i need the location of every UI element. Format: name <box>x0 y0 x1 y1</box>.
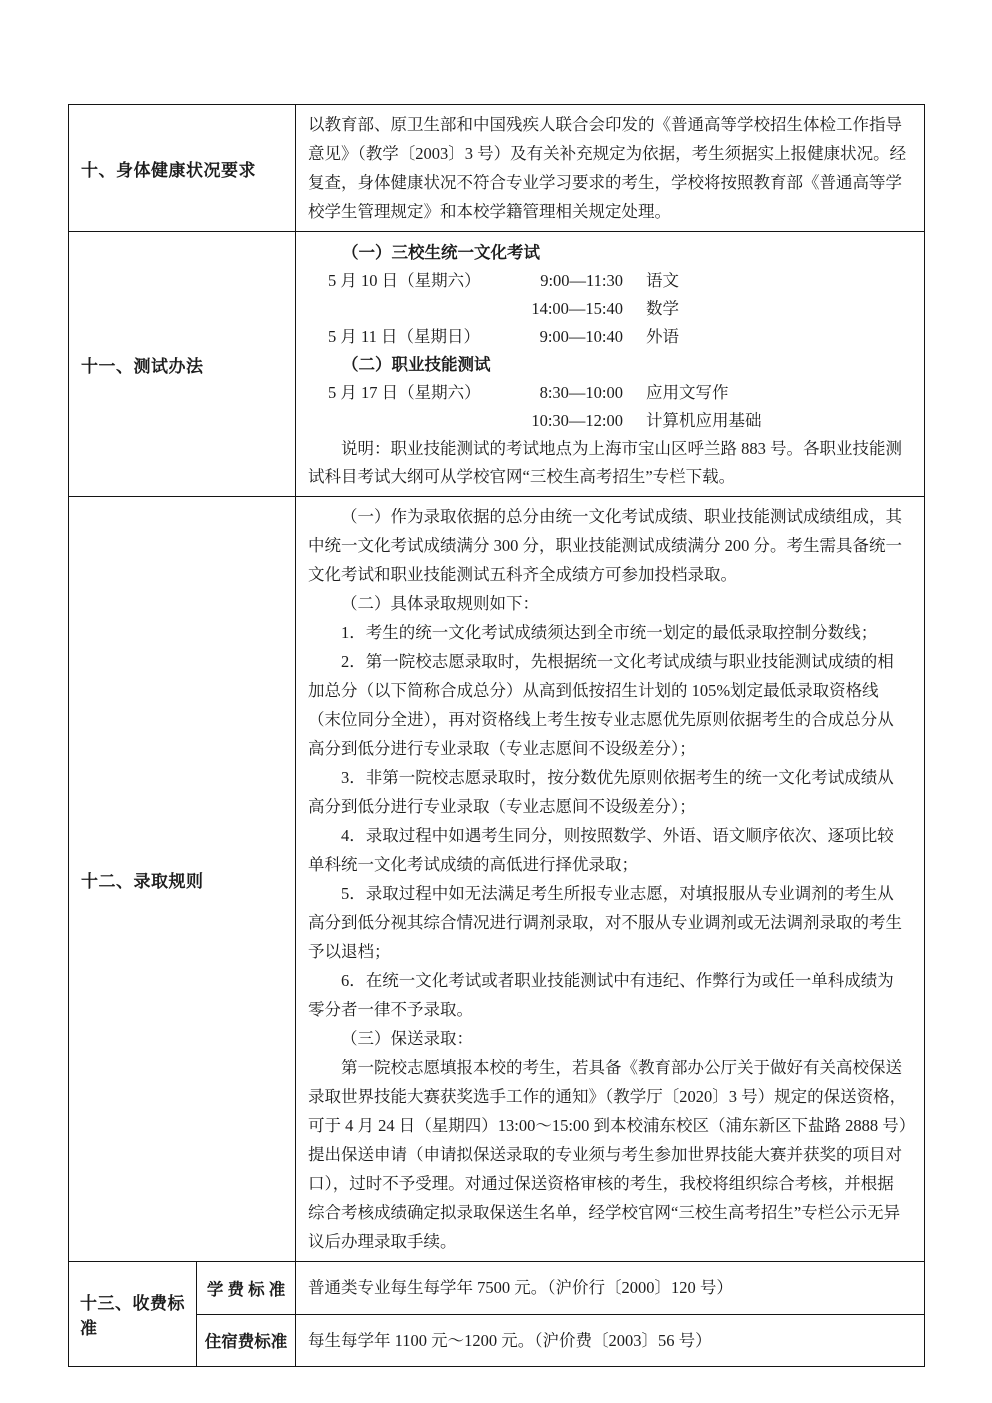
row-label-cell-test <box>69 232 296 496</box>
row-content-test <box>296 232 924 496</box>
table-row-test-methods <box>69 231 924 496</box>
fee-content-tuition <box>296 1262 924 1314</box>
table-row-health-requirements <box>69 105 924 231</box>
fee-row-accommodation <box>197 1314 924 1367</box>
health-requirements-text: 以教育部、原卫生部和中国残疾人联合会印发的《普通高等学校招生体检工作指导意见》（教学〔2003〕3 号）及有关补充规定为依据，考生须据实上报健康状况。经复查，身体健康状况不符合专业学习要求的考生，学校将按照教育部《普通高等学校学生管理规定》和本校学籍管理相关规定处理。 <box>308 115 907 221</box>
exam-date <box>328 295 515 323</box>
fee-row-tuition <box>197 1262 924 1314</box>
table-row-fee-standards <box>69 1261 924 1366</box>
test-location-note: 说明：职业技能测试的考试地点为上海市宝山区呼兰路 883 号。各职业技能测试科目考试大纲可从学校官网“三校生高考招生”专栏下载。 <box>308 439 902 486</box>
admission-paragraph: 6．在统一文化考试或者职业技能测试中有违纪、作弊行为或任一单科成绩为零分者一律不予录取。 <box>308 971 894 1019</box>
admission-paragraph: （二）具体录取规则如下： <box>341 594 539 613</box>
tuition-fee-text: 普通类专业每生每学年 7500 元。（沪价行〔2000〕120 号） <box>308 1278 733 1298</box>
exam-date: 5 月 11 日（星期日） <box>328 327 481 346</box>
exam-schedule-line <box>308 267 910 295</box>
row-label-cell-health <box>69 105 296 231</box>
row-label-test: 十一、测试办法 <box>81 356 204 376</box>
fees-subtable <box>197 1262 924 1366</box>
admission-paragraph: 2．第一院校志愿录取时，先根据统一文化考试成绩与职业技能测试成绩的相加总分（以下简称合成总分）从高到低按招生计划的 105%划定最低录取资格线（末位同分全进），再对资格线上考生按专业志愿优先原则依据考生的合成总分从高分到低分进行专业录取（专业志愿间不设级差分）； <box>308 652 894 758</box>
exam-subject: 数学 <box>646 299 679 318</box>
admission-paragraph: 5．录取过程中如无法满足考生所报专业志愿，对填报服从专业调剂的考生从高分到低分视其综合情况进行调剂录取，对不服从专业调剂或无法调剂录取的考生予以退档； <box>308 884 902 961</box>
admission-paragraph: 1．考生的统一文化考试成绩须达到全市统一划定的最低录取控制分数线； <box>341 623 878 642</box>
table-row-admission-rules <box>69 496 924 1261</box>
exam-date <box>328 407 515 435</box>
exam-time: 8:30—10:00 <box>539 383 623 402</box>
exam-subject: 外语 <box>646 327 679 346</box>
admission-paragraph: 4．录取过程中如遇考生同分，则按照数学、外语、语文顺序依次、逐项比较单科统一文化考试成绩的高低进行择优录取； <box>308 826 894 874</box>
skills-test-heading: （二）职业技能测试 <box>342 355 491 374</box>
exam-schedule-line <box>308 379 910 407</box>
row-content-health <box>296 105 924 231</box>
accommodation-fee-text: 每生每学年 1100 元～1200 元。（沪价费〔2003〕56 号） <box>308 1330 712 1350</box>
exam-schedule-line <box>308 323 910 351</box>
row-content-admission <box>296 497 924 1261</box>
admissions-info-table <box>68 104 925 1367</box>
admission-paragraph: （一）作为录取依据的总分由统一文化考试成绩、职业技能测试成绩组成，其中统一文化考试成绩满分 300 分，职业技能测试成绩满分 200 分。考生需具备统一文化考试和职业技能测试五科齐全成绩方可参加投档录取。 <box>308 507 902 584</box>
row-label-cell-fees <box>69 1262 197 1366</box>
fee-content-accommodation <box>296 1315 924 1367</box>
admission-paragraph: （三）保送录取： <box>341 1029 473 1048</box>
exam-time: 9:00—11:30 <box>540 271 623 290</box>
exam-schedule-line <box>308 295 910 323</box>
exam-date: 5 月 10 日（星期六） <box>328 271 481 290</box>
cultural-exam-heading: （一）三校生统一文化考试 <box>342 243 540 262</box>
fee-type-tuition: 学 费 标 准 <box>197 1262 296 1314</box>
admission-paragraph: 第一院校志愿填报本校的考生，若具备《教育部办公厅关于做好有关高校保送录取世界技能大赛获奖选手工作的通知》（教学厅〔2020〕3 号）规定的保送资格，可于 4 月 24 日（星期四）13:00～15:00 到本校浦东校区（浦东新区下盐路 2888 号）提出保送申请（申请拟保送录取的专业须与考生参加世界技能大赛并获奖的项目对口），过时不予受理。对通过保送资格审核的考生，我校将组织综合考核，并根据综合考核成绩确定拟录取保送生名单，经学校官网“三校生高考招生”专栏公示无异议后办理录取手续。 <box>308 1058 908 1251</box>
exam-subject: 应用文写作 <box>646 383 729 402</box>
row-label-admission: 十二、录取规则 <box>81 871 204 891</box>
exam-time: 14:00—15:40 <box>531 299 623 318</box>
exam-schedule-line <box>308 407 910 435</box>
exam-time: 10:30—12:00 <box>531 411 623 430</box>
row-label-fees: 十三、收费标准 <box>80 1294 185 1338</box>
row-label-cell-admission <box>69 497 296 1261</box>
exam-subject: 语文 <box>646 271 679 290</box>
admission-paragraph: 3．非第一院校志愿录取时，按分数优先原则依据考生的统一文化考试成绩从高分到低分进行专业录取（专业志愿间不设级差分）； <box>308 768 894 816</box>
fee-type-accommodation: 住宿费标准 <box>197 1315 296 1367</box>
row-label-health: 十、身体健康状况要求 <box>81 160 256 180</box>
exam-time: 9:00—10:40 <box>539 327 623 346</box>
exam-subject: 计算机应用基础 <box>646 411 762 430</box>
exam-date: 5 月 17 日（星期六） <box>328 383 481 402</box>
